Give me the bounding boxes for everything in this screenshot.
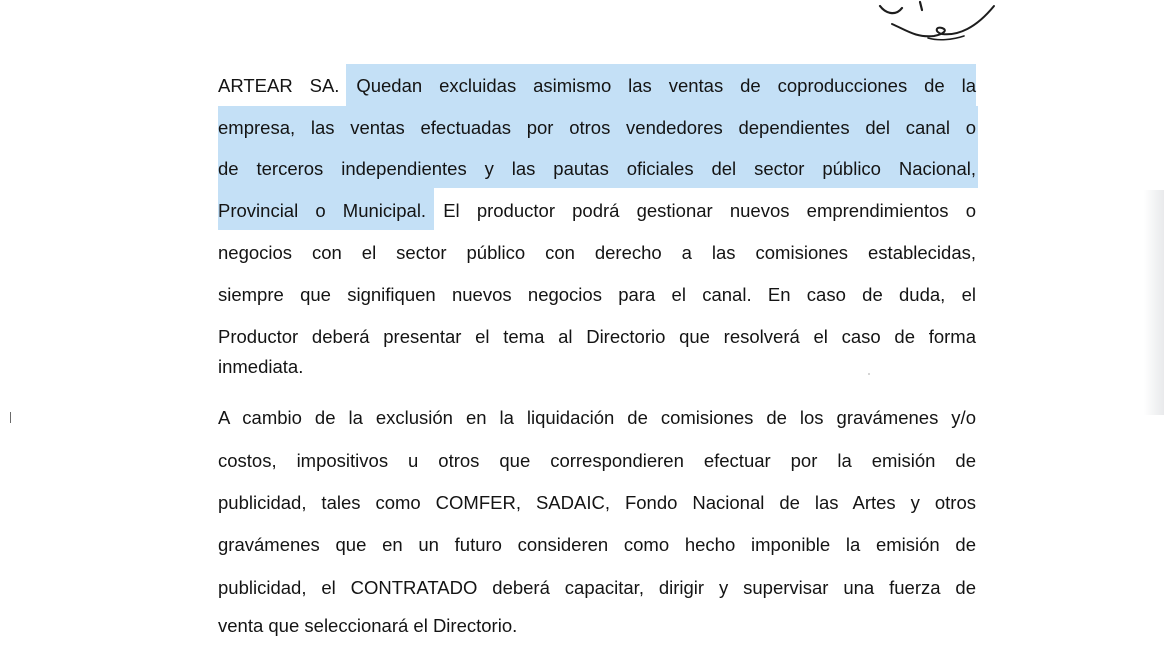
scan-margin-mark xyxy=(10,412,11,423)
text-line[interactable]: costos, impositivos u otros que correspondieren efectuar por la emisión de xyxy=(218,450,976,471)
page-edge-shadow xyxy=(1144,190,1164,415)
text-line[interactable]: negocios con el sector público con derecho a las comisiones establecidas, xyxy=(218,242,976,263)
text-line[interactable]: inmediata. xyxy=(218,356,304,377)
paragraph-2 xyxy=(218,396,978,646)
text-line[interactable]: venta que seleccionará el Directorio. xyxy=(218,615,518,636)
text-line[interactable]: publicidad, tales como COMFER, SADAIC, Fondo Nacional de las Artes y otros xyxy=(218,492,976,513)
signature-icon xyxy=(872,0,1012,50)
text-line[interactable]: Provincial o Municipal. El productor podrá gestionar nuevos emprendimientos o xyxy=(218,200,976,221)
text-line[interactable]: A cambio de la exclusión en la liquidación de comisiones de los gravámenes y/o xyxy=(218,407,976,428)
text-line[interactable]: siempre que signifiquen nuevos negocios para el canal. En caso de duda, el xyxy=(218,284,976,305)
text-line[interactable]: de terceros independientes y las pautas oficiales del sector público Nacional, xyxy=(218,158,976,179)
paragraph-1 xyxy=(218,64,978,384)
text-line[interactable]: ARTEAR SA. Quedan excluidas asimismo las ventas de coproducciones de la xyxy=(218,75,976,96)
text-line[interactable]: empresa, las ventas efectuadas por otros vendedores dependientes del canal o xyxy=(218,117,976,138)
text-line[interactable]: gravámenes que en un futuro consideren como hecho imponible la emisión de xyxy=(218,534,976,555)
text-line[interactable]: Productor deberá presentar el tema al Directorio que resolverá el caso de forma xyxy=(218,326,976,347)
text-line[interactable]: publicidad, el CONTRATADO deberá capacitar, dirigir y supervisar una fuerza de xyxy=(218,577,976,598)
